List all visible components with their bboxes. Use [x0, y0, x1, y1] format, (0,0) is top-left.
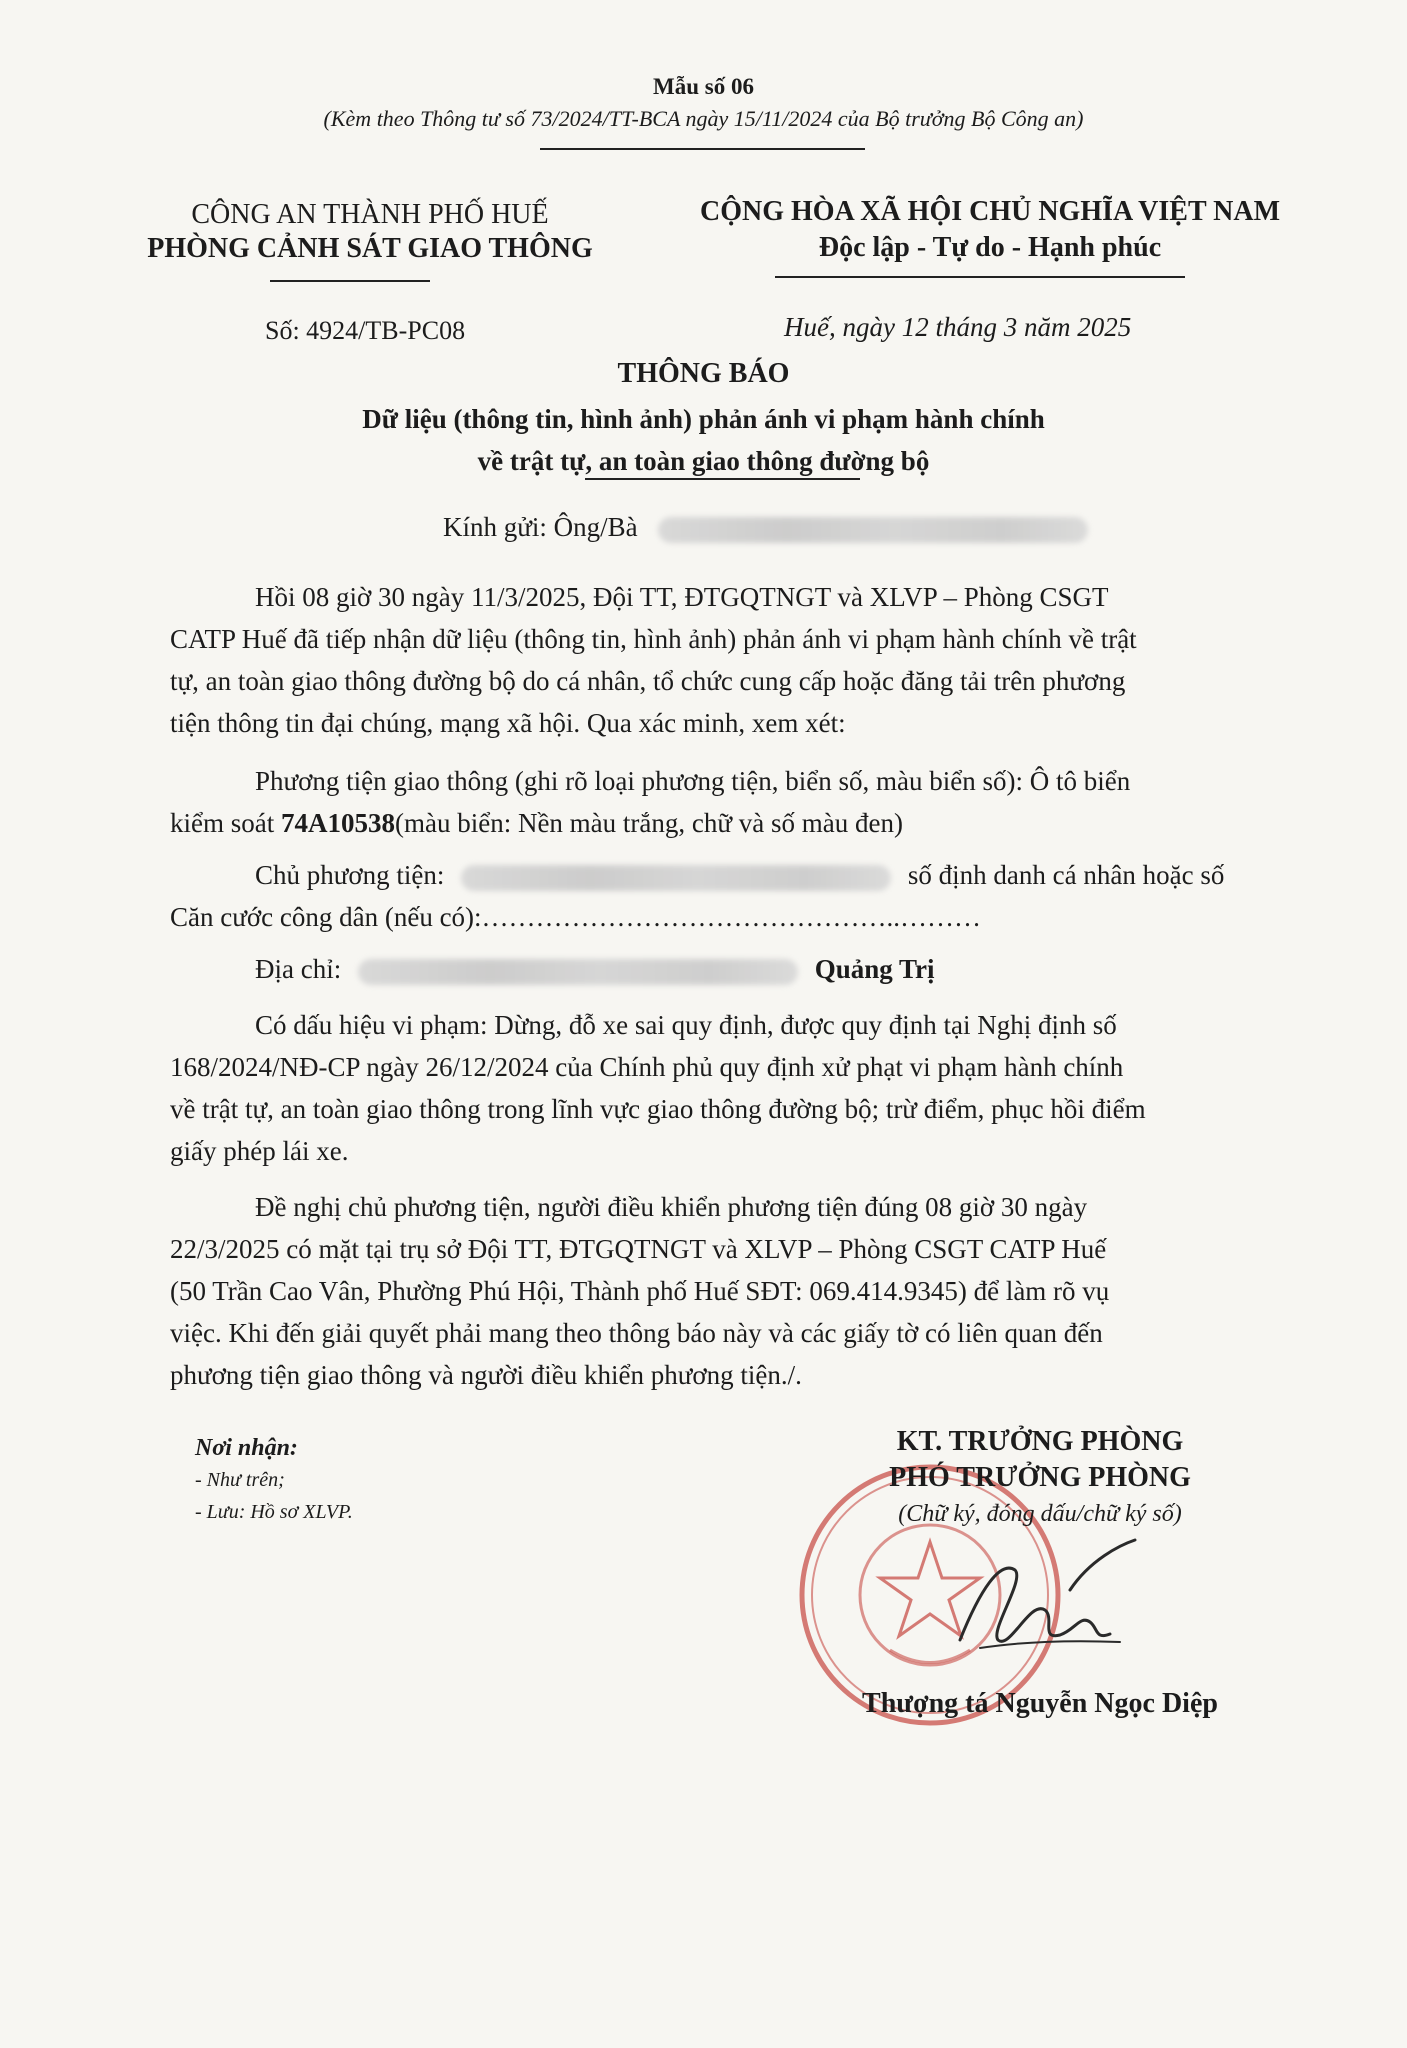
request-line: phương tiện giao thông và người điều khiển phương tiện./.	[170, 1360, 802, 1390]
divider	[540, 148, 865, 150]
form-number: Mẫu số 06	[653, 74, 754, 99]
signer-title-1: KT. TRƯỞNG PHÒNG	[896, 1426, 1184, 1457]
recipient-item: - Lưu: Hồ sơ XLVP.	[195, 1501, 353, 1523]
request-line: 22/3/2025 có mặt tại trụ sở Đội TT, ĐTGQTNGT và XLVP – Phòng CSGT CATP Huế	[170, 1234, 1107, 1264]
paragraph-line: tự, an toàn giao thông đường bộ do cá nhân, tổ chức cung cấp hoặc đăng tải trên phương	[170, 666, 1126, 696]
nation-line1: CỘNG HÒA XÃ HỘI CHỦ NGHĨA VIỆT NAM	[699, 196, 1281, 227]
request-line: việc. Khi đến giải quyết phải mang theo thông báo này và các giấy tờ có liên quan đến	[170, 1318, 1103, 1348]
address-province: Quảng Trị	[814, 954, 935, 984]
paragraph-line: CATP Huế đã tiếp nhận dữ liệu (thông tin, hình ảnh) phản ánh vi phạm hành chính về trật	[170, 624, 1137, 654]
nation-line2: Độc lập - Tự do - Hạnh phúc	[818, 232, 1162, 263]
owner-line	[170, 854, 1285, 896]
signer-title-2: PHÓ TRƯỞNG PHÒNG	[889, 1462, 1191, 1493]
document-date: Huế, ngày 12 tháng 3 năm 2025	[784, 312, 1132, 342]
document-number: Số: 4924/TB-PC08	[265, 316, 466, 345]
recipient-item: - Như trên;	[195, 1469, 285, 1491]
paragraph-received	[170, 576, 1285, 744]
owner-id-label: số định danh cá nhân hoặc số	[907, 860, 1225, 890]
signature-block	[800, 1424, 1280, 1532]
owner-id-line: Căn cước công dân (nếu có):………………………………………..………	[170, 902, 982, 932]
address-label: Địa chỉ:	[255, 954, 342, 984]
request-line: Đề nghị chủ phương tiện, người điều khiển phương tiện đúng 08 giờ 30 ngày	[255, 1192, 1088, 1222]
recipient-line	[443, 512, 1088, 543]
vehicle-plate-line	[170, 802, 1285, 844]
redacted-name	[658, 517, 1088, 543]
paragraph-vehicle	[170, 760, 1285, 844]
paragraph-violation	[170, 1004, 1285, 1172]
recipient-label: Kính gửi: Ông/Bà	[443, 512, 638, 542]
signature-note: (Chữ ký, đóng dấu/chữ ký số)	[898, 1501, 1182, 1527]
signer-name: Thượng tá Nguyễn Ngọc Diệp	[862, 1688, 1218, 1719]
document-title: THÔNG BÁO	[617, 358, 790, 389]
subtitle-line1: Dữ liệu (thông tin, hình ảnh) phản ánh vi phạm hành chính	[362, 404, 1045, 434]
subtitle-line2: về trật tự, an toàn giao thông đường bộ	[477, 446, 930, 476]
violation-line: 168/2024/NĐ-CP ngày 26/12/2024 của Chính phủ quy định xử phạt vi phạm hành chính	[170, 1052, 1124, 1082]
request-line: (50 Trần Cao Vân, Phường Phú Hội, Thành phố Huế SĐT: 069.414.9345) để làm rõ vụ	[170, 1276, 1110, 1306]
plate-color: (màu biển: Nền màu trắng, chữ và số màu đen)	[394, 808, 903, 838]
redacted-address	[358, 959, 798, 985]
agency-line2: PHÒNG CẢNH SÁT GIAO THÔNG	[147, 233, 593, 264]
paragraph-line: tiện thông tin đại chúng, mạng xã hội. Qua xác minh, xem xét:	[170, 708, 846, 738]
document-subtitle	[0, 398, 1407, 482]
recipients-label: Nơi nhận:	[195, 1435, 298, 1461]
paragraph-line: Hồi 08 giờ 30 ngày 11/3/2025, Đội TT, ĐTGQTNGT và XLVP – Phòng CSGT	[255, 582, 1109, 612]
paragraph-address	[170, 948, 1285, 990]
violation-line: Có dấu hiệu vi phạm: Dừng, đỗ xe sai quy định, được quy định tại Nghị định số	[255, 1010, 1117, 1040]
address-line	[170, 948, 1285, 990]
nation-header	[650, 194, 1330, 266]
license-plate: 74A10538	[280, 808, 395, 838]
redacted-owner	[461, 865, 891, 891]
owner-label: Chủ phương tiện:	[255, 860, 445, 890]
handwritten-signature-icon	[920, 1530, 1170, 1670]
violation-line: giấy phép lái xe.	[170, 1136, 349, 1166]
vehicle-line: Phương tiện giao thông (ghi rõ loại phương tiện, biển số, màu biển số): Ô tô biển	[255, 766, 1131, 796]
recipients-block	[195, 1432, 353, 1528]
agency-line1: CÔNG AN THÀNH PHỐ HUẾ	[191, 199, 549, 230]
title-underline	[585, 478, 860, 480]
vehicle-prefix: kiểm soát	[170, 808, 281, 838]
nation-underline	[775, 276, 1185, 278]
violation-line: về trật tự, an toàn giao thông trong lĩnh vực giao thông đường bộ; trừ điểm, phục hồi điểm	[170, 1094, 1146, 1124]
agency-header	[90, 198, 650, 266]
form-note: (Kèm theo Thông tư số 73/2024/TT-BCA ngày 15/11/2024 của Bộ trưởng Bộ Công an)	[323, 106, 1084, 131]
paragraph-request	[170, 1186, 1285, 1396]
agency-underline	[270, 280, 430, 282]
paragraph-owner	[170, 854, 1285, 938]
